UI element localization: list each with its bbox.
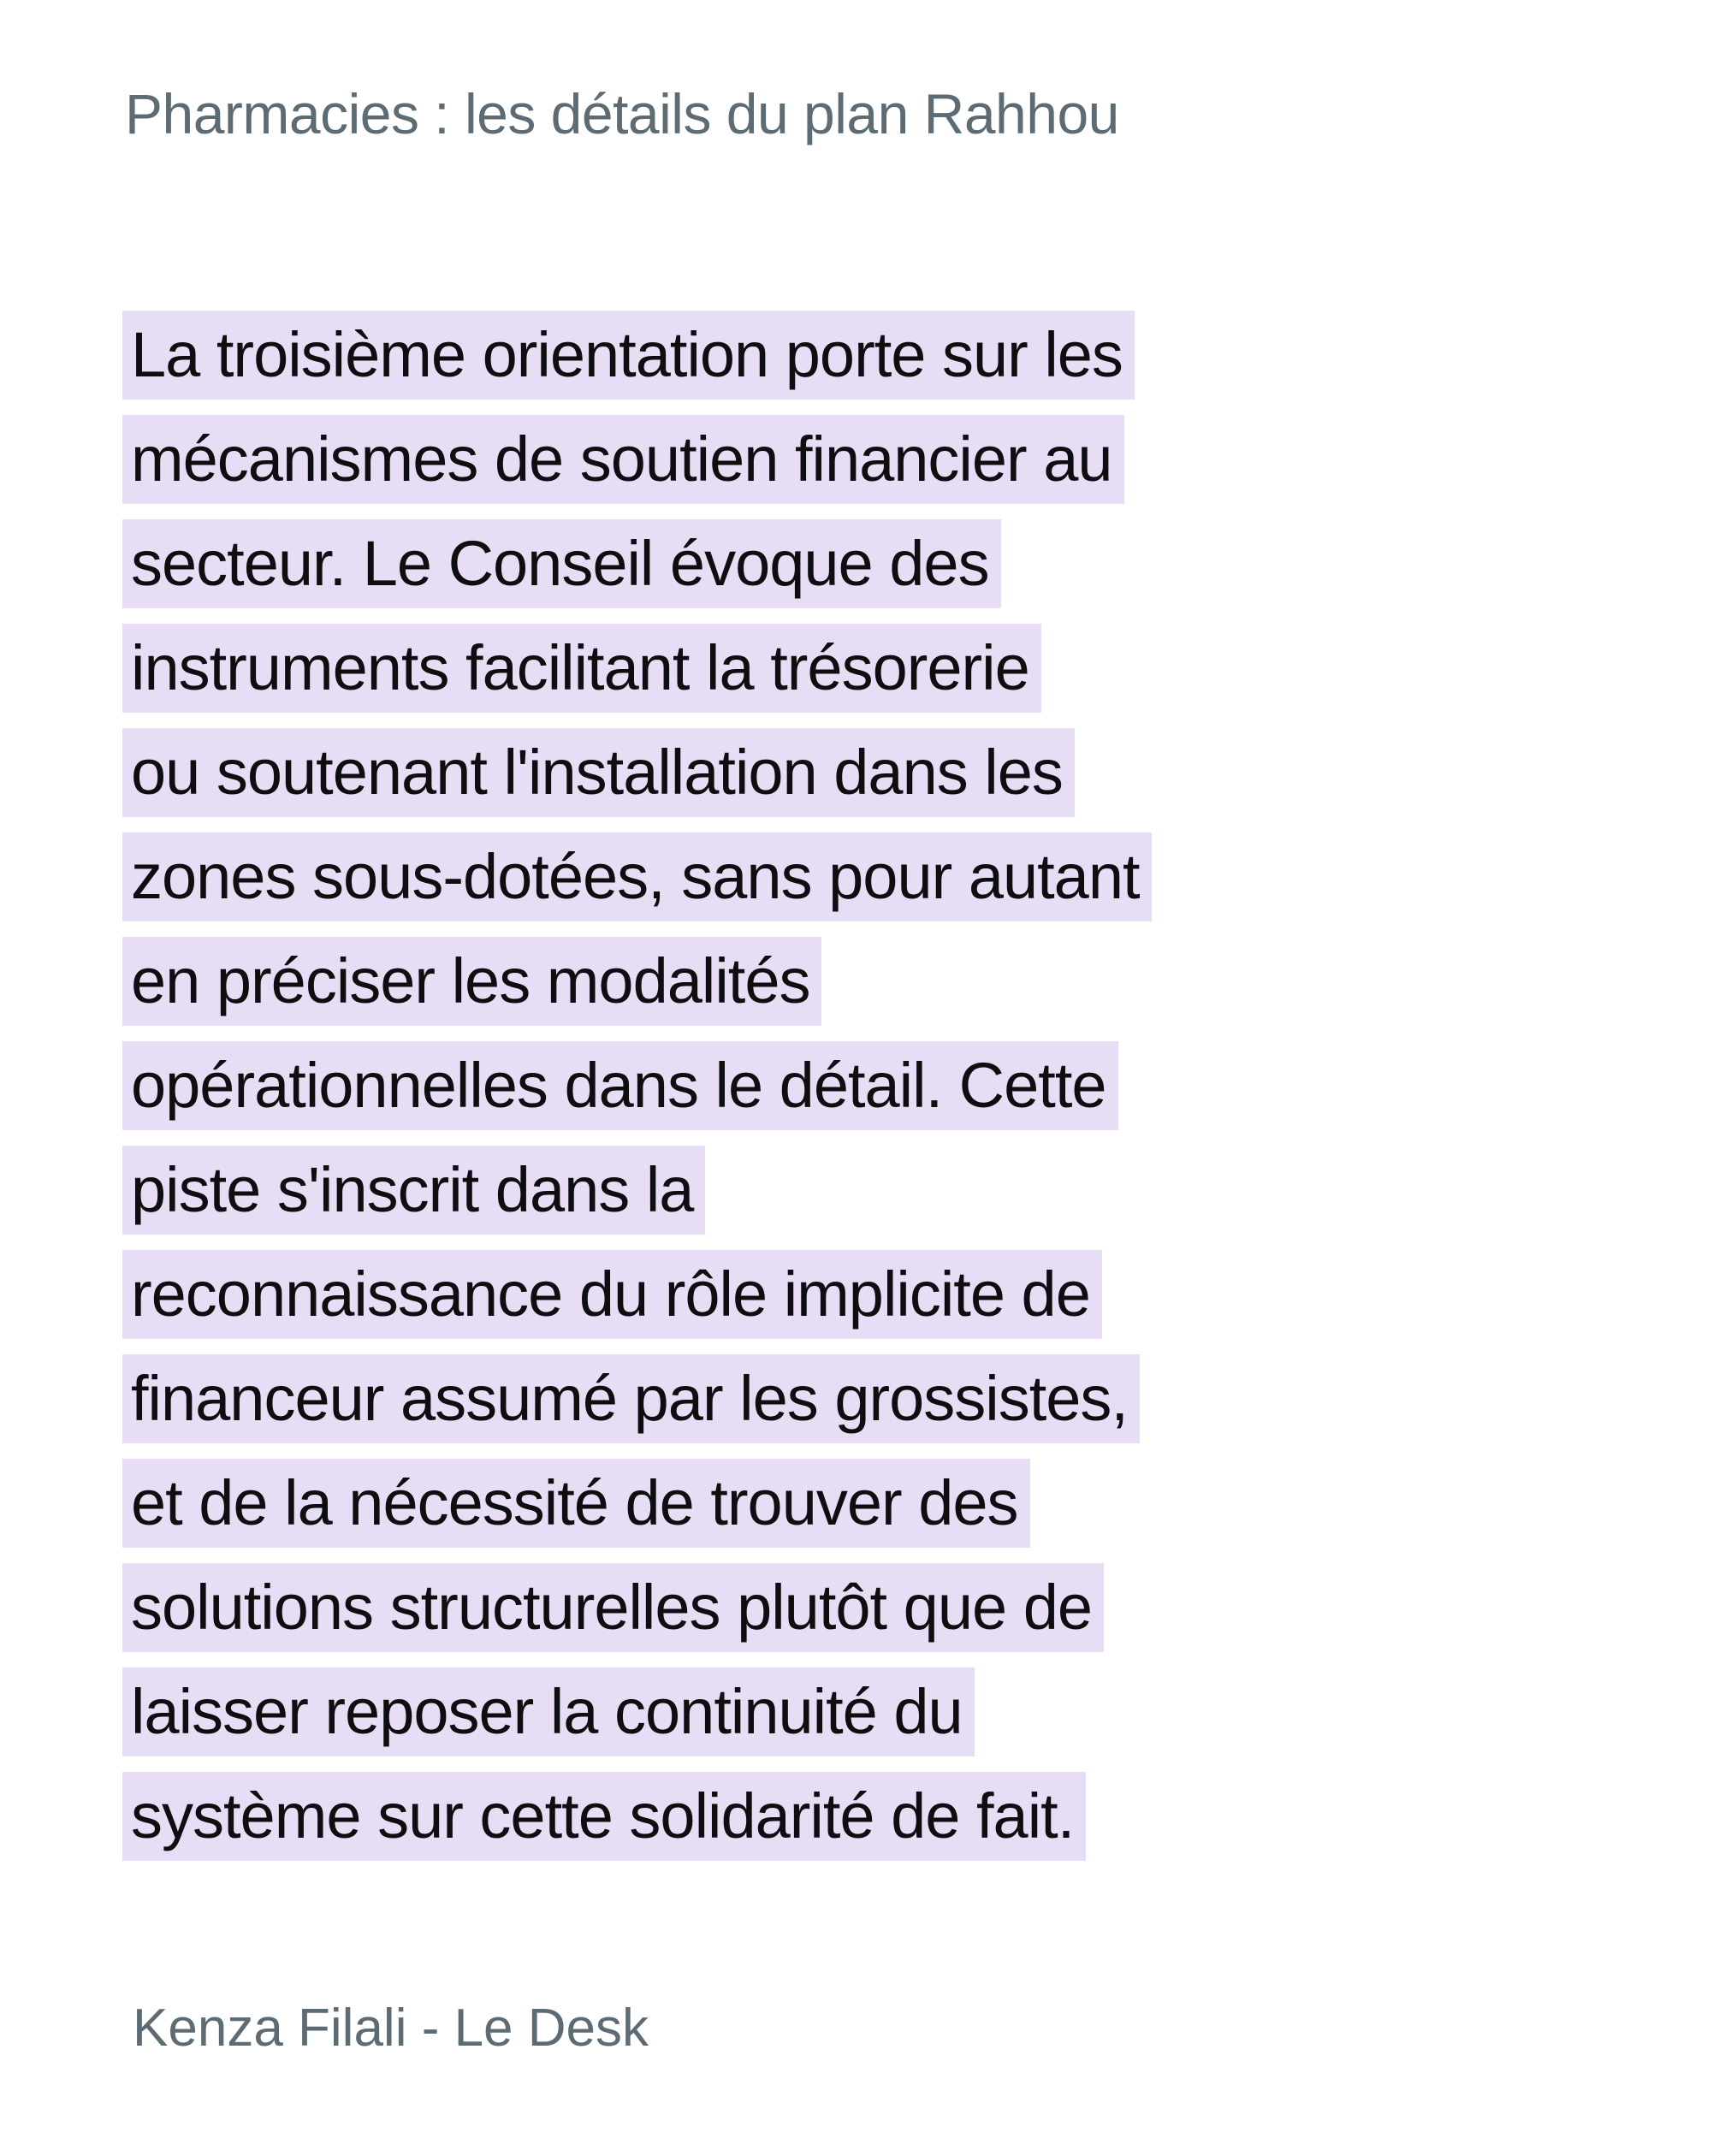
paragraph-line <box>122 1563 1406 1652</box>
highlighted-line-text: en préciser les modalités <box>122 937 821 1026</box>
paragraph-line <box>122 1354 1406 1443</box>
highlighted-line-text: La troisième orientation porte sur les <box>122 311 1135 400</box>
paragraph-line <box>122 624 1406 713</box>
highlighted-line-text: opérationnelles dans le détail. Cette <box>122 1041 1118 1130</box>
paragraph-line <box>122 1459 1406 1548</box>
paragraph-line <box>122 832 1406 921</box>
highlighted-line-text: solutions structurelles plutôt que de <box>122 1563 1104 1652</box>
highlighted-line-text: reconnaissance du rôle implicite de <box>122 1250 1102 1339</box>
paragraph-line <box>122 1041 1406 1130</box>
highlighted-line-text: piste s'inscrit dans la <box>122 1146 705 1235</box>
paragraph-line <box>122 1146 1406 1235</box>
highlighted-line-text: et de la nécessité de trouver des <box>122 1459 1030 1548</box>
highlighted-line-text: financeur assumé par les grossistes, <box>122 1354 1140 1443</box>
highlighted-line-text: zones sous-dotées, sans pour autant <box>122 832 1152 921</box>
paragraph-line <box>122 1667 1406 1756</box>
article-paragraph <box>122 311 1406 1876</box>
paragraph-line <box>122 728 1406 817</box>
paragraph-line <box>122 1772 1406 1861</box>
highlighted-line-text: instruments facilitant la trésorerie <box>122 624 1041 713</box>
article-byline: Kenza Filali - Le Desk <box>133 1999 649 2058</box>
highlighted-line-text: système sur cette solidarité de fait. <box>122 1772 1086 1861</box>
paragraph-line <box>122 1250 1406 1339</box>
article-kicker: Pharmacies : les détails du plan Rahhou <box>125 82 1119 145</box>
highlighted-line-text: mécanismes de soutien financier au <box>122 415 1124 504</box>
paragraph-line <box>122 311 1406 400</box>
paragraph-line <box>122 415 1406 504</box>
highlighted-line-text: secteur. Le Conseil évoque des <box>122 519 1001 608</box>
highlighted-line-text: laisser reposer la continuité du <box>122 1667 975 1756</box>
highlighted-line-text: ou soutenant l'installation dans les <box>122 728 1075 817</box>
paragraph-line <box>122 937 1406 1026</box>
paragraph-line <box>122 519 1406 608</box>
